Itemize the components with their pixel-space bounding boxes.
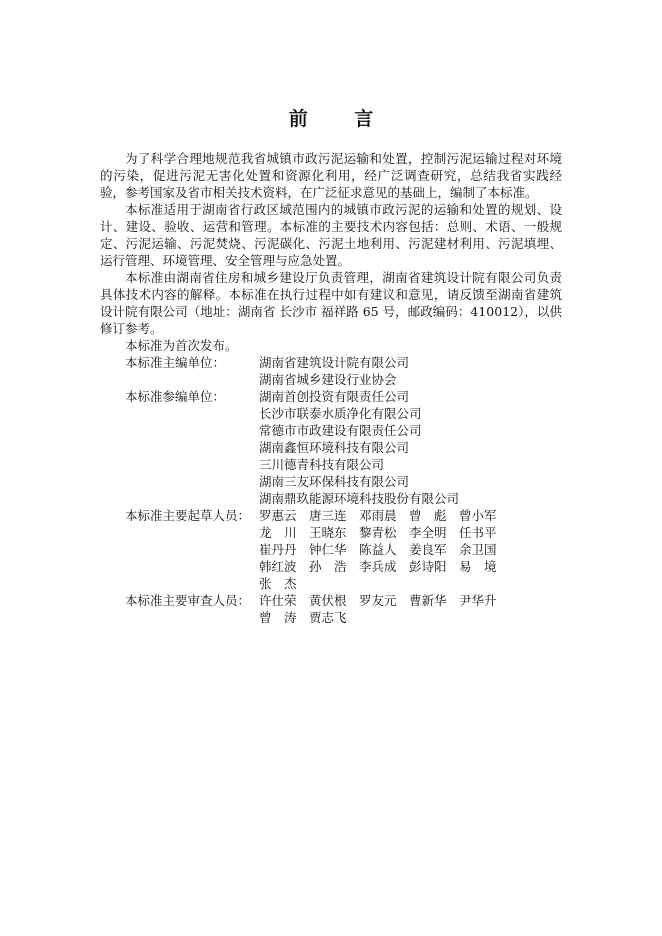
group-label: 本标准主要审查人员： <box>125 593 251 608</box>
unit-name: 长沙市联泰水质净化有限公司 <box>259 406 422 421</box>
group-values <box>259 388 562 507</box>
unit-name: 湖南省建筑设计院有限公司 <box>259 355 410 370</box>
unit-name: 湖南省城乡建设行业协会 <box>259 372 397 387</box>
preface-body <box>100 150 562 626</box>
unit-name: 常德市市政建设有限责任公司 <box>259 423 422 438</box>
name-row: 龙 川 王晓东 黎青松 李全明 任书平 <box>259 525 497 540</box>
group-label: 本标准主要起草人员： <box>125 508 251 523</box>
name-row: 韩红波 孙 浩 李兵成 彭诗阳 易 境 <box>259 559 497 574</box>
paragraph: 本标准适用于湖南省行政区域范围内的城镇市政污泥的运输和处置的规划、设计、建设、验收、运营和管理。本标准的主要技术内容包括：总则、术语、一般规定、污泥运输、污泥焚烧、污泥碳化、污泥土地利用、污泥建材利用、污泥填埋、运行管理、环境管理、安全管理与应急处置。 <box>100 202 562 268</box>
group-values <box>259 507 562 592</box>
name-row: 张 杰 <box>259 576 297 591</box>
unit-name: 三川德青科技有限公司 <box>259 457 385 472</box>
name-row: 许仕荣 黄伏根 罗友元 曹新华 尹华升 <box>259 593 497 608</box>
paragraph: 为了科学合理地规范我省城镇市政污泥运输和处置，控制污泥运输过程对环境的污染，促进污泥无害化处置和资源化利用，经广泛调查研究，总结我省实践经验，参考国家及省市相关技术资料，在广泛征求意见的基础上，编制了本标准。 <box>100 151 562 200</box>
unit-name: 湖南鼎玖能源环境科技股份有限公司 <box>259 491 460 506</box>
drafters <box>100 507 562 592</box>
participating-units <box>100 388 562 507</box>
unit-name: 湖南三友环保科技有限公司 <box>259 474 410 489</box>
page-title: 前 言 <box>288 108 394 130</box>
paragraph: 本标准由湖南省住房和城乡建设厅负责管理，湖南省建筑设计院有限公司负责具体技术内容的解释。本标准在执行过程中如有建议和意见，请反馈至湖南省建筑设计院有限公司（地址：湖南省 长沙市 福祥路 65 号，邮政编码：410012），以供修订参考。 <box>100 270 562 336</box>
group-label: 本标准主编单位： <box>125 355 226 370</box>
name-row: 崔丹丹 钟仁华 陈益人 姜良军 余卫国 <box>259 542 497 557</box>
group-values <box>259 354 562 388</box>
unit-name: 湖南首创投资有限责任公司 <box>259 389 410 404</box>
group-label: 本标准参编单位： <box>125 389 226 404</box>
reviewers <box>100 592 562 626</box>
name-row: 罗惠云 唐三连 邓雨晨 曾 彪 曾小军 <box>259 508 497 523</box>
chief-editor-units <box>100 354 562 388</box>
name-row: 曾 涛 贾志飞 <box>259 610 347 625</box>
unit-name: 湖南鑫恒环境科技有限公司 <box>259 440 410 455</box>
group-values <box>259 592 562 626</box>
paragraph: 本标准为首次发布。 <box>125 338 238 353</box>
